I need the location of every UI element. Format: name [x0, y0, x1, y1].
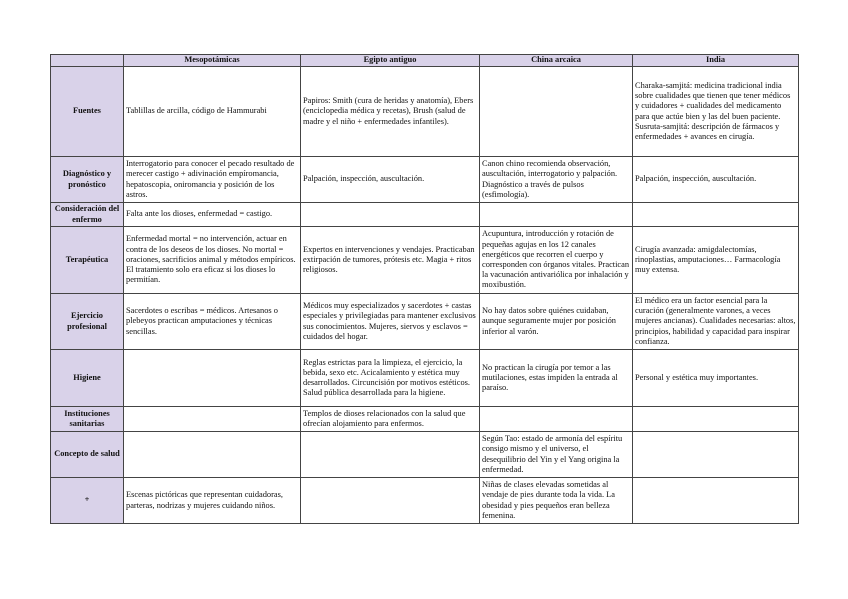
table-cell: Enfermedad mortal = no intervención, actuar en contra de los deseos de los dioses. No mortal = oraciones, sacrificios animal y métodos empíricos. El tratamiento solo era eficaz si los dioses lo permitían. — [124, 227, 301, 294]
table-cell: Reglas estrictas para la limpieza, el ejercicio, la bebida, sexo etc. Acicalamiento y estética muy desarrollados. Circuncisión por motivos estéticos. Salud pública desarrollada para la higiene. — [301, 350, 480, 407]
header-egipto: Egipto antiguo — [301, 55, 480, 67]
row-label: Consideración del enfermo — [51, 203, 124, 227]
table-cell — [301, 478, 480, 524]
table-cell: Charaka-samjitá: medicina tradicional india sobre cualidades que tienen que tener médicos y cuidadores + cualidades del medicamento para que actúe bien y las del buen paciente. Susruta-samjitá: descripción de fármacos y enfermedades + avances en cirugía. — [633, 67, 799, 157]
table-cell: Palpación, inspección, auscultación. — [301, 157, 480, 203]
table-cell: Niñas de clases elevadas sometidas al vendaje de pies durante toda la vida. La obesidad y pies pequeños eran belleza femenina. — [480, 478, 633, 524]
table-cell — [480, 407, 633, 432]
table-cell — [301, 432, 480, 478]
table-cell — [480, 203, 633, 227]
row-label: + — [51, 478, 124, 524]
table-cell: Escenas pictóricas que representan cuidadoras, parteras, nodrizas y mujeres cuidando niños. — [124, 478, 301, 524]
row-consideracion — [51, 203, 799, 227]
row-concepto-salud — [51, 432, 799, 478]
row-extra — [51, 478, 799, 524]
table-cell: Cirugía avanzada: amigdalectomías, rinoplastias, amputaciones… Farmacología muy extensa. — [633, 227, 799, 294]
row-terapeutica — [51, 227, 799, 294]
row-diagnostico — [51, 157, 799, 203]
table-cell — [124, 407, 301, 432]
row-fuentes — [51, 67, 799, 157]
header-row — [51, 55, 799, 67]
table-cell: Personal y estética muy importantes. — [633, 350, 799, 407]
table-cell: Interrogatorio para conocer el pecado resultado de merecer castigo + adivinación empíromancia, hepatoscopia, oniromancia y posición de los astros. — [124, 157, 301, 203]
table-cell — [633, 407, 799, 432]
table-cell: El médico era un factor esencial para la curación (generalmente varones, a veces mujeres ancianas). Cualidades necesarias: altos, principios, habilidad y capacidad para inspirar confianza. — [633, 294, 799, 350]
header-corner — [51, 55, 124, 67]
table-cell: Tablillas de arcilla, código de Hammurabi — [124, 67, 301, 157]
table-cell: Sacerdotes o escribas = médicos. Artesanos o plebeyos practican amputaciones y técnicas sencillas. — [124, 294, 301, 350]
table-cell: Palpación, inspección, auscultación. — [633, 157, 799, 203]
table-cell — [633, 478, 799, 524]
table-cell: Papiros: Smith (cura de heridas y anatomía), Ebers (enciclopedia médica y recetas), Brush (salud de madre y el niño + enfermedades infantiles). — [301, 67, 480, 157]
row-instituciones — [51, 407, 799, 432]
table-cell — [633, 432, 799, 478]
table-cell: Acupuntura, introducción y rotación de pequeñas agujas en los 12 canales energéticos que recorren el cuerpo y corresponden con órganos vitales. Practican la vacunación antivariólica por inhalación y moxibustión. — [480, 227, 633, 294]
row-label: Diagnóstico y pronóstico — [51, 157, 124, 203]
comparison-table — [50, 54, 799, 524]
table-cell: Según Tao: estado de armonía del espíritu consigo mismo y el universo, el desequilibrio del Yin y el Yang origina la enfermedad. — [480, 432, 633, 478]
row-label: Concepto de salud — [51, 432, 124, 478]
table-cell: No hay datos sobre quiénes cuidaban, aunque seguramente mujer por posición inferior al varón. — [480, 294, 633, 350]
header-mesopotamicas: Mesopotámicas — [124, 55, 301, 67]
table-cell — [480, 67, 633, 157]
row-label: Higiene — [51, 350, 124, 407]
table-cell — [124, 350, 301, 407]
table-cell: Falta ante los dioses, enfermedad = castigo. — [124, 203, 301, 227]
table-cell — [301, 203, 480, 227]
header-china: China arcaica — [480, 55, 633, 67]
table-cell: Canon chino recomienda observación, auscultación, interrogatorio y palpación. Diagnóstico a través de pulsos (esfimología). — [480, 157, 633, 203]
table-cell: No practican la cirugía por temor a las mutilaciones, estas impiden la entrada al paraíso. — [480, 350, 633, 407]
row-label: Ejercicio profesional — [51, 294, 124, 350]
row-label: Fuentes — [51, 67, 124, 157]
header-india: India — [633, 55, 799, 67]
table-cell: Expertos en intervenciones y vendajes. Practicaban extirpación de tumores, prótesis etc. Magia + ritos religiosos. — [301, 227, 480, 294]
row-higiene — [51, 350, 799, 407]
table-cell — [124, 432, 301, 478]
table-cell — [633, 203, 799, 227]
row-label: Instituciones sanitarias — [51, 407, 124, 432]
table-cell: Templos de dioses relacionados con la salud que ofrecían alojamiento para enfermos. — [301, 407, 480, 432]
row-ejercicio — [51, 294, 799, 350]
table-cell: Médicos muy especializados y sacerdotes + castas especiales y privilegiadas para mantener exclusivos sus conocimientos. Mujeres, siervos y esclavos = cuidados del hogar. — [301, 294, 480, 350]
row-label: Terapéutica — [51, 227, 124, 294]
